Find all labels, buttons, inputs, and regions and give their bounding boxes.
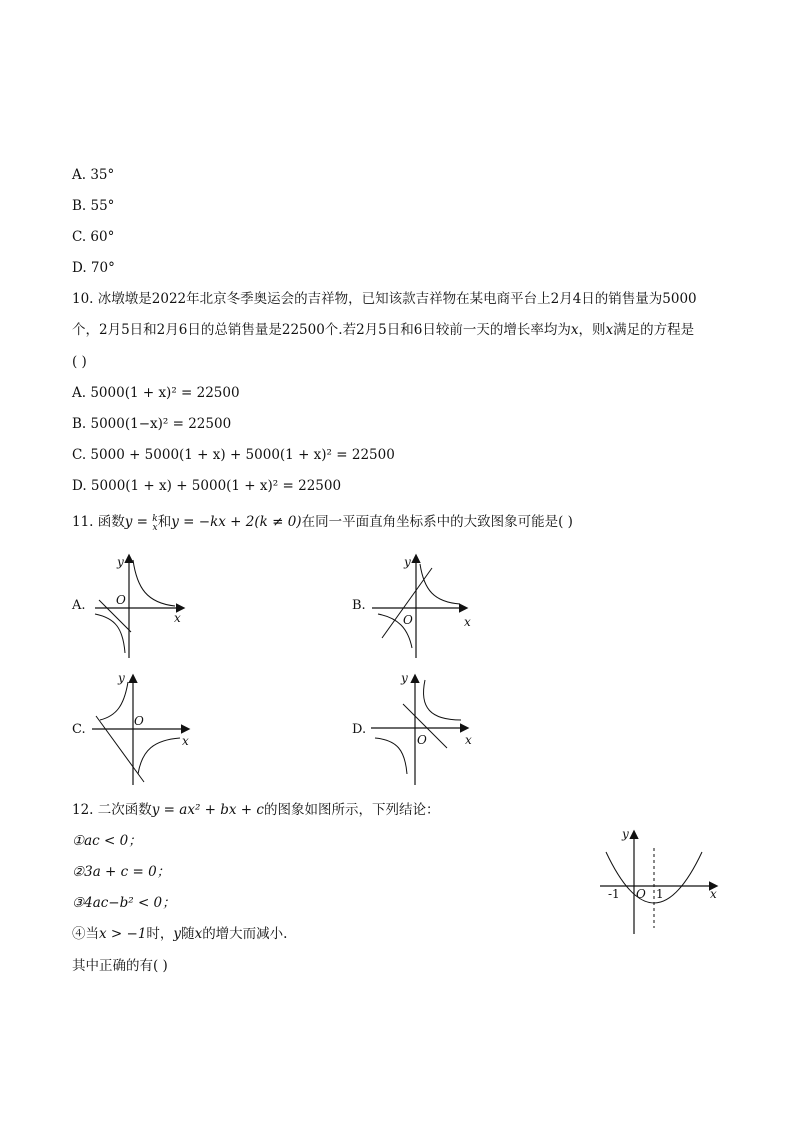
q11-frac-num: k (152, 514, 158, 524)
q11-graph-b (368, 548, 483, 663)
q11-label-a: A. (72, 598, 86, 613)
y-axis-label: y (118, 671, 125, 685)
q11-graph-a (85, 548, 205, 663)
q12-conclusion-3: ③4ac−b² < 0； (72, 895, 176, 911)
q12-c4-c: 随 (181, 926, 195, 942)
tick-label-neg-1: -1 (608, 887, 620, 901)
q10-var-x-2: x (605, 322, 614, 338)
q9-option-c: C. 60° (72, 229, 115, 245)
hyperbola-branch (424, 680, 462, 720)
origin-label: O (417, 733, 427, 747)
hyperbola-branch (95, 614, 125, 653)
q11-mid: 和 (157, 514, 172, 530)
q12-parabola-graph (596, 824, 726, 939)
q9-option-d: D. 70° (72, 260, 115, 276)
q9-option-b: B. 55° (72, 198, 115, 214)
q11-label-b: B. (352, 598, 366, 613)
origin-label: O (116, 593, 126, 607)
q12-line1-b: 的图象如图所示，下列结论： (263, 802, 440, 818)
q10-option-a: A. 5000(1 + x)² = 22500 (72, 385, 240, 401)
q11-stem (72, 513, 573, 533)
x-axis-label: x (464, 615, 471, 629)
q10-option-b: B. 5000(1−x)² = 22500 (72, 416, 232, 432)
q12-c4-a: ④当 (72, 926, 99, 942)
q12-question: 其中正确的有( ) (72, 958, 168, 974)
q11-prefix: 11. 函数 (72, 514, 125, 530)
q12-c4-y: y (173, 926, 182, 942)
hyperbola-branch (138, 738, 180, 774)
q12-conclusion-1: ①ac < 0； (72, 833, 142, 849)
hyperbola-branch (375, 738, 407, 774)
q12-conclusion-2: ②3a + c = 0； (72, 864, 171, 880)
parabola-curve (606, 852, 702, 903)
q11-label-d: D. (352, 722, 367, 737)
q12-c4-d: 的增大而减小. (202, 926, 288, 942)
origin-label: O (636, 887, 646, 901)
linear-line (382, 568, 432, 638)
origin-label: O (403, 613, 413, 627)
q12-c4-b: 时， (146, 926, 174, 942)
q10-var-x: x (570, 322, 579, 338)
y-axis-label: y (404, 555, 411, 569)
q10-line2-a: 个，2月5日和2月6日的总销售量是22500个.若2月5日和6日较前一天的增长率均为 (72, 322, 571, 338)
q11-y-eq: y = (124, 514, 153, 530)
q10-stem-line2 (72, 321, 694, 339)
y-axis-label: y (622, 827, 629, 841)
q12-equation: y = ax² + bx + c (151, 802, 264, 818)
q10-answer-bracket: ( ) (72, 354, 87, 370)
y-axis-label: y (401, 671, 408, 685)
q11-eq2: y = −kx + 2(k ≠ 0) (171, 514, 302, 530)
x-axis-label: x (174, 611, 181, 625)
x-axis-label: x (710, 887, 717, 901)
q12-stem (72, 801, 439, 819)
q11-frac-den: x (152, 523, 158, 533)
hyperbola-branch (133, 560, 175, 606)
q10-option-c: C. 5000 + 5000(1 + x) + 5000(1 + x)² = 22500 (72, 447, 395, 463)
q12-line1-a: 12. 二次函数 (72, 802, 152, 818)
q10-option-d: D. 5000(1 + x) + 5000(1 + x)² = 22500 (72, 478, 342, 494)
tick-label-1: 1 (656, 887, 664, 901)
q10-stem-line1: 10. 冰墩墩是2022年北京冬季奥运会的吉祥物，已知该款吉祥物在某电商平台上2月4日的销售量为5000 (72, 291, 697, 307)
origin-label: O (134, 714, 144, 728)
q9-option-a: A. 35° (72, 167, 115, 183)
q10-line2-c: 满足的方程是 (613, 322, 695, 338)
x-axis-label: x (465, 733, 472, 747)
q11-graph-c (88, 670, 203, 790)
q11-suffix: 在同一平面直角坐标系中的大致图象可能是( ) (301, 514, 573, 530)
hyperbola-branch (420, 564, 460, 604)
hyperbola-branch (100, 682, 128, 720)
q11-label-c: C. (72, 722, 86, 737)
y-axis-label: y (117, 555, 124, 569)
q10-line2-b: ，则 (578, 322, 606, 338)
q12-c4-eq: x > −1 (99, 926, 147, 942)
q12-conclusion-4 (72, 925, 287, 943)
x-axis-label: x (182, 734, 189, 748)
q12-c4-x: x (194, 926, 203, 942)
q11-graph-d (367, 670, 482, 790)
